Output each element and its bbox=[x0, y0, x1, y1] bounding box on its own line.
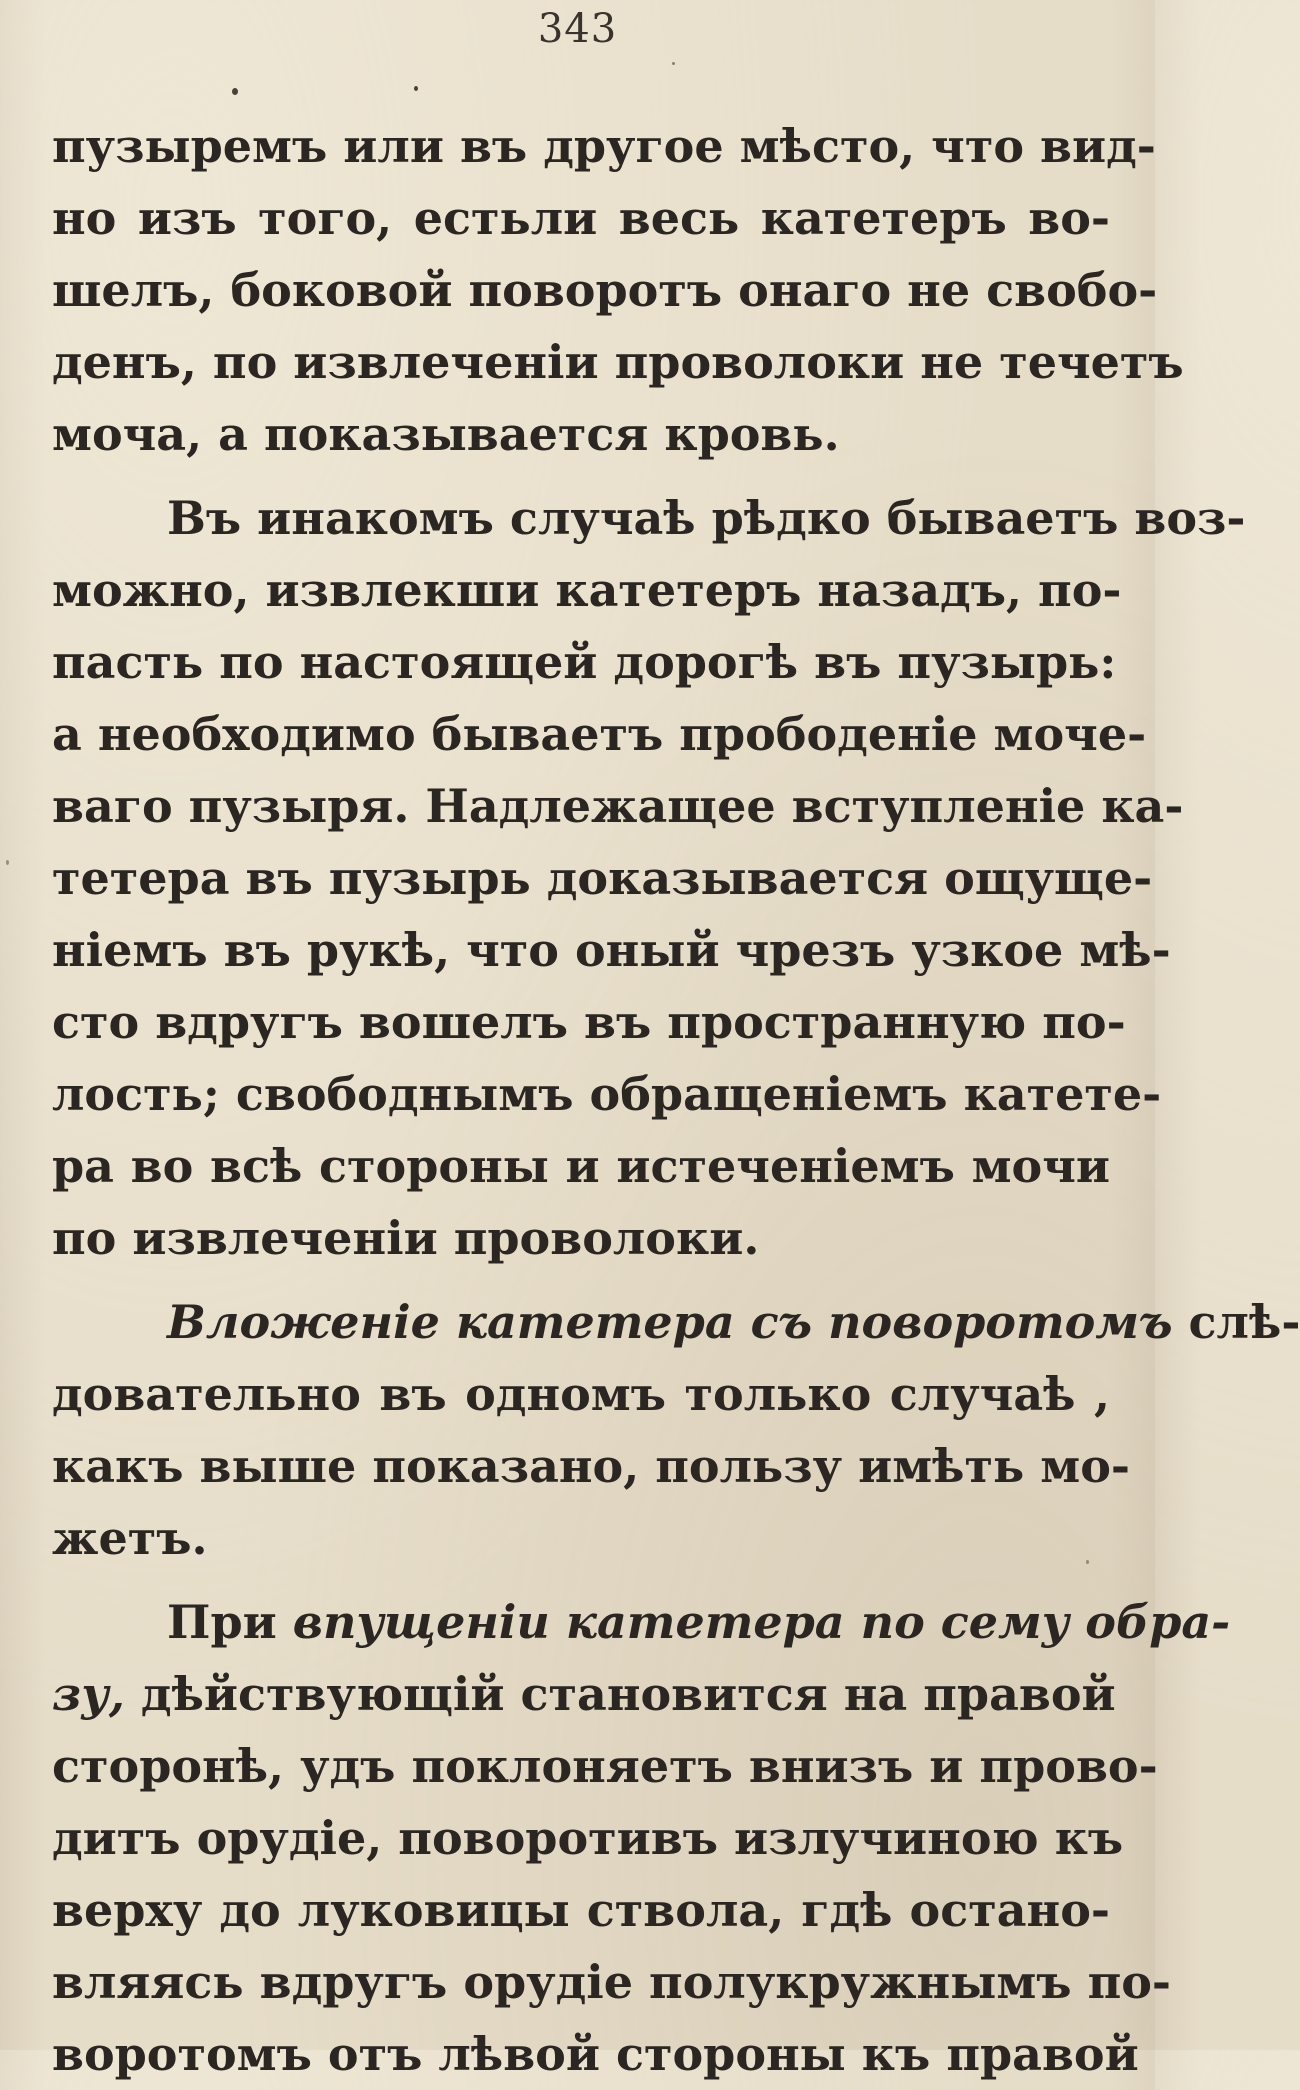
body-text bbox=[52, 110, 1300, 2090]
text-line: ра во всѣ стороны и истеченіемъ мочи bbox=[52, 1139, 1110, 1193]
text-line: Въ инакомъ случаѣ рѣдко бываетъ воз- bbox=[167, 491, 1246, 545]
paragraph-3 bbox=[52, 1286, 1300, 1574]
italic-phrase: зу, bbox=[52, 1667, 125, 1721]
paper-speck bbox=[414, 86, 418, 91]
text-line bbox=[52, 1586, 1231, 1658]
text-line: моча, а показывается кровь. bbox=[52, 407, 840, 461]
text-line: денъ, по извлеченіи проволоки не течетъ bbox=[52, 335, 1184, 389]
text-line: но изъ того, естьли весь катетеръ во- bbox=[52, 191, 1110, 245]
text-line: ніемъ въ рукѣ, что оный чрезъ узкое мѣ- bbox=[52, 923, 1171, 977]
text-line: пузыремъ или въ другое мѣсто, что вид- bbox=[52, 119, 1156, 173]
text-line: дитъ орудіе, поворотивъ излучиною къ bbox=[52, 1811, 1124, 1865]
text-line: а необходимо бываетъ прободеніе моче- bbox=[52, 707, 1147, 761]
text-line: какъ выше показано, пользу имѣть мо- bbox=[52, 1439, 1130, 1493]
text-run: дѣйствующій становится на правой bbox=[124, 1667, 1116, 1721]
italic-phrase: впущеніи катетера по сему обра- bbox=[292, 1595, 1231, 1649]
italic-phrase: Вложеніе катетера съ поворотомъ bbox=[167, 1295, 1173, 1349]
text-line: ваго пузыря. Надлежащее вступленіе ка- bbox=[52, 779, 1184, 833]
paper-speck bbox=[672, 62, 675, 65]
text-run: слѣ- bbox=[1172, 1295, 1300, 1349]
text-line: тетера въ пузырь доказывается ощуще- bbox=[52, 851, 1153, 905]
paragraph-1 bbox=[52, 110, 1184, 470]
text-line: воротомъ отъ лѣвой стороны къ правой bbox=[52, 2027, 1139, 2081]
paper-speck bbox=[6, 860, 9, 865]
text-line bbox=[52, 1658, 1116, 1730]
text-line: жетъ. bbox=[52, 1511, 208, 1565]
text-line: пасть по настоящей дорогѣ въ пузырь: bbox=[52, 635, 1117, 689]
text-line: можно, извлекши катетеръ назадъ, по- bbox=[52, 563, 1122, 617]
page-number: 343 bbox=[537, 6, 618, 52]
text-line bbox=[52, 1286, 1300, 1358]
text-line: сто вдругъ вошелъ въ пространную по- bbox=[52, 995, 1126, 1049]
text-run: При bbox=[167, 1595, 293, 1649]
paper-speck bbox=[1086, 1560, 1089, 1564]
text-line: лость; свободнымъ обращеніемъ катете- bbox=[52, 1067, 1162, 1121]
paragraph-2 bbox=[52, 482, 1246, 1274]
text-line: по извлеченіи проволоки. bbox=[52, 1211, 760, 1265]
text-line: вляясь вдругъ орудіе полукружнымъ по- bbox=[52, 1955, 1172, 2009]
paragraph-4 bbox=[52, 1586, 1231, 2090]
text-line: довательно въ одномъ только случаѣ , bbox=[52, 1367, 1110, 1421]
text-line: шелъ, боковой поворотъ онаго не свобо- bbox=[52, 263, 1158, 317]
text-line: сторонѣ, удъ поклоняетъ внизъ и прово- bbox=[52, 1739, 1158, 1793]
text-line: верху до луковицы ствола, гдѣ остано- bbox=[52, 1883, 1110, 1937]
paper-speck bbox=[232, 88, 238, 95]
